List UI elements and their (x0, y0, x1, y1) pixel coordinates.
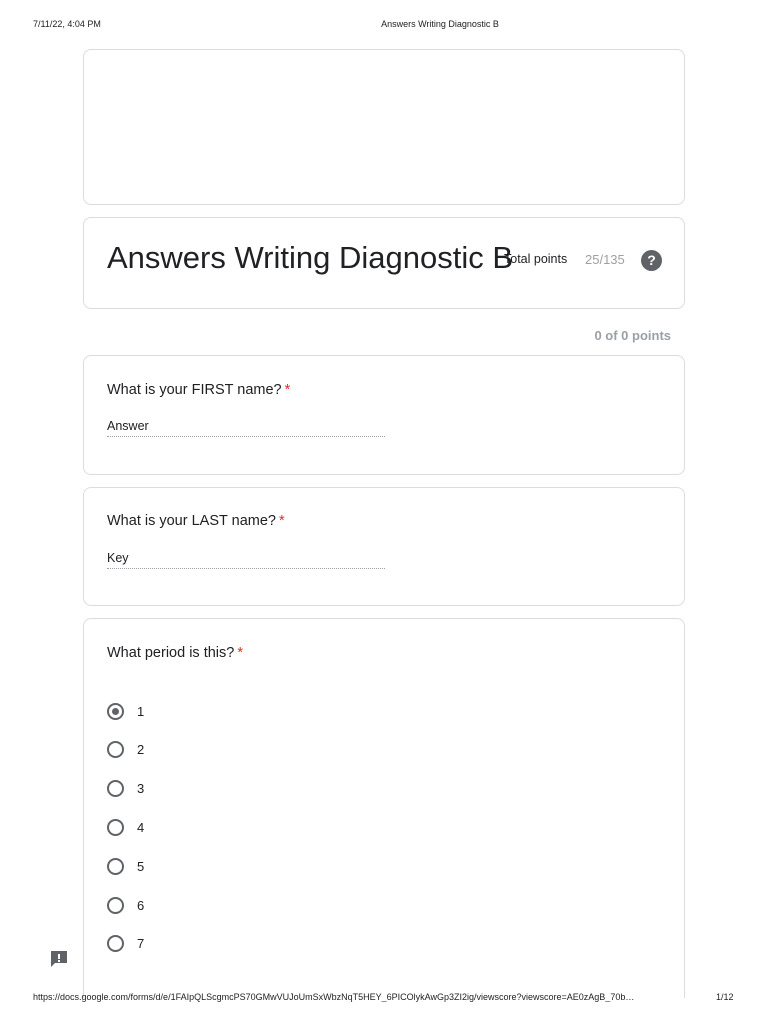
radio-button[interactable] (107, 819, 124, 836)
print-doc-title: Answers Writing Diagnostic B (381, 19, 499, 29)
required-asterisk: * (278, 513, 285, 529)
question-text: What period is this? (107, 645, 235, 661)
print-datetime: 7/11/22, 4:04 PM (33, 19, 101, 29)
question-title (107, 513, 285, 529)
section-points: 0 of 0 points (594, 328, 671, 343)
last-name-answer: Key (107, 551, 385, 569)
question-title (107, 645, 243, 661)
help-icon[interactable]: ? (641, 250, 662, 271)
form-title: Answers Writing Diagnostic B (107, 240, 514, 275)
radio-label: 1 (137, 704, 145, 719)
radio-button[interactable] (107, 935, 124, 952)
question-text: What is your FIRST name? (107, 382, 282, 398)
radio-label: 5 (137, 859, 145, 874)
print-footer (0, 992, 768, 1006)
print-header (0, 19, 768, 33)
form-title-card (83, 217, 685, 309)
radio-label: 3 (137, 781, 145, 796)
radio-label: 6 (137, 898, 145, 913)
total-points-value: 25/135 (585, 252, 625, 267)
radio-label: 2 (137, 742, 145, 757)
radio-label: 7 (137, 936, 145, 951)
radio-button-selected[interactable] (107, 703, 124, 720)
radio-button[interactable] (107, 780, 124, 797)
first-name-answer: Answer (107, 419, 385, 437)
feedback-icon[interactable] (49, 950, 69, 968)
print-url: https://docs.google.com/forms/d/e/1FAIpQLScgmcPS70GMwVUJoUmSxWbzNqT5HEY_6PICOlykAwGp3ZI2ig/viewscore?viewscore=AE0zAgB_70b… (33, 992, 635, 1002)
radio-button[interactable] (107, 897, 124, 914)
required-asterisk: * (284, 382, 291, 398)
radio-selected-dot (112, 708, 119, 715)
question-card-first-name (83, 355, 685, 475)
radio-button[interactable] (107, 858, 124, 875)
header-banner-card (83, 49, 685, 205)
radio-button[interactable] (107, 741, 124, 758)
question-card-period (83, 618, 685, 998)
radio-label: 4 (137, 820, 145, 835)
required-asterisk: * (237, 645, 243, 661)
print-page-number: 1/12 (716, 992, 734, 1002)
total-points-label: Total points (504, 252, 568, 266)
question-text: What is your LAST name? (107, 513, 276, 529)
question-card-last-name (83, 487, 685, 606)
question-title (107, 382, 290, 398)
